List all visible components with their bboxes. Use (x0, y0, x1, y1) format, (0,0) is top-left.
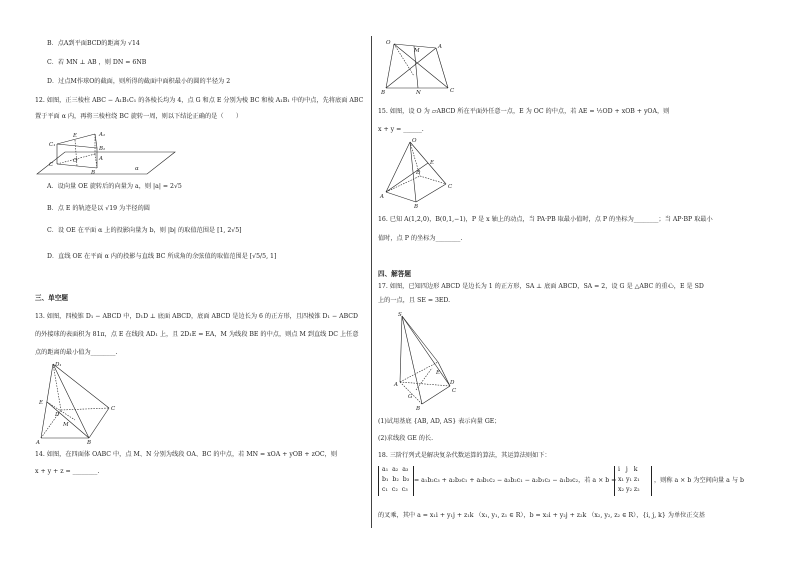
q18-line-last: 的叉乘，其中 a = x₁i + y₁j + z₁k （x₁, y₁, z₁ ∈ R），b = x₂i + y₂j + z₂k （x₂, y₂, z₂ ∈ R），{i, j, k} 为单位正交基 (378, 512, 705, 519)
label-D: D (450, 380, 455, 386)
label-M: M (414, 48, 420, 54)
label-A: A (99, 156, 103, 162)
label-M: M (63, 422, 69, 428)
q14-tetrahedron-figure (381, 38, 464, 96)
q13-stem-line3: 点的距离的最小值为________. (35, 349, 118, 356)
q18-determinant (378, 466, 414, 496)
label-D: D (416, 170, 421, 176)
q17-pyramid-figure (392, 310, 472, 410)
q11-option-b: B．点A到平面BCD的距离为 √14 (47, 40, 140, 47)
q12-stem-line2: 置于平面 α 内，再将三棱柱绕 BC 旋转一周，则以下结论正确的是（ ） (35, 113, 243, 120)
q16-stem-line1: 16. 已知 A(1,2,0)，B(0,1,−1)，P 是 x 轴上的动点，当 PA·PB 取最小值时，点 P 的坐标为________；当 AP·BP 取最小 (378, 216, 713, 223)
label-E: E (39, 400, 44, 406)
q18-expansion: = a₁b₂c₃ + a₂b₃c₁ + a₃b₁c₂ − a₃b₂c₁ − a₂b₁c₃ − a₁b₃c₂，若 a × b = (414, 477, 617, 484)
label-B: B (381, 90, 386, 96)
q17-stem-line2: 上的一点，且 SE = 3ED. (378, 297, 451, 304)
label-B: B (91, 170, 96, 176)
label-E: E (430, 160, 435, 166)
q14-stem-line2: x + y + z = ________. (35, 468, 100, 475)
label-B: B (414, 204, 419, 210)
q12-option-c: C．设 OE 在平面 α 上的投影向量为 b，则 |b| 的取值范围是 [1, 2√5] (47, 227, 242, 234)
label-E: E (73, 133, 78, 139)
q12-option-b: B．点 E 的轨迹是以 √19 为半径的圆 (47, 205, 150, 212)
label-O: O (412, 138, 417, 144)
cross-row-2: x₁ y₁ z₁ (618, 476, 640, 483)
q11-option-d: D．过点M作球O的截面，则所得的截面中面积最小的圆的半径为 2 (47, 78, 231, 85)
label-S: S (398, 312, 402, 318)
label-B1: B₁ (99, 146, 106, 152)
q12-option-a: A．设向量 OE 旋转后的向量为 a，则 |a| = 2√5 (47, 183, 182, 190)
section-three-heading: 三、单空题 (35, 294, 68, 302)
label-A1: A₁ (99, 132, 106, 138)
label-O: O (73, 158, 78, 164)
q17-part1: (1)试用基底 {AB, AD, AS} 表示向量 GE； (378, 418, 501, 425)
cross-row-3: x₂ y₂ z₂ (618, 486, 640, 493)
label-G: G (408, 394, 413, 400)
q14-stem-line1: 14. 如图，在四面体 OABC 中，点 M、N 分别为线段 OA、BC 的中点，若 MN = xOA + yOB + zOC，则 (35, 451, 338, 458)
label-A: A (438, 44, 442, 50)
label-B: B (416, 406, 421, 412)
q13-stem-line2: 的外接球的表面积为 81π，点 E 在线段 AD₁ 上，且 2D₁E = EA，M 为线段 BE 的中点，则点 M 到直线 DC 上任意 (35, 331, 359, 338)
q18-after-cross: ，则称 a × b 为空间向量 a 与 b (654, 477, 744, 484)
q18-stem-line1: 18. 三阶行列式是解决复杂代数运算的算法，其运算法则如下： (378, 452, 551, 459)
det-row-1: a₁ a₂ a₃ (382, 466, 409, 473)
plane-alpha (37, 152, 175, 174)
label-C: C (452, 388, 457, 394)
label-O: O (386, 40, 391, 46)
label-B: B (87, 440, 92, 446)
label-D1: D₁ (55, 362, 62, 368)
column-divider (371, 36, 372, 528)
label-A: A (380, 194, 384, 200)
cross-row-1: i j k (618, 466, 638, 473)
label-C: C (450, 88, 455, 94)
q17-stem-line1: 17. 如图，已知四边形 ABCD 是边长为 1 的正方形，SA ⊥ 底面 ABCD，SA = 2，设 G 是 △ABC 的重心，E 是 SD (378, 283, 704, 290)
q12-stem-line1: 12. 如图，正三棱柱 ABC − A₁B₁C₁ 的各棱长均为 4，点 G 和点 E 分别为棱 BC 和棱 A₁B₁ 中的中点，先将底面 ABC (35, 97, 364, 104)
q17-part2: (2)求线段 GE 的长. (378, 435, 434, 442)
det-row-2: b₁ b₂ b₃ (382, 476, 410, 483)
q18-cross-determinant (614, 466, 652, 496)
label-C1: C₁ (49, 142, 56, 148)
label-E: E (436, 370, 441, 376)
det-row-3: c₁ c₂ c₃ (382, 486, 408, 493)
label-C: C (111, 406, 116, 412)
q13-stem-line1: 13. 如图，四棱锥 D₁ − ABCD 中，D₁D ⊥ 底面 ABCD，底面 ABCD 是边长为 6 的正方形，且四棱锥 D₁ − ABCD (35, 313, 358, 320)
label-alpha: α (135, 166, 139, 172)
q15-stem-line2: x + y = ______. (378, 126, 424, 133)
q12-prism-figure (35, 124, 175, 178)
section-four-heading: 四、解答题 (378, 270, 411, 278)
q15-pyramid-figure (380, 136, 464, 210)
q13-pyramid-figure (35, 360, 125, 444)
label-C: C (448, 184, 453, 190)
q16-stem-line2: 值时，点 P 的坐标为________. (378, 235, 463, 242)
label-A: A (394, 382, 398, 388)
q12-option-d: D．直线 OE 在平面 α 内的投影与直线 BC 所成角的余弦值的取值范围是 [√5/5, 1] (47, 253, 277, 260)
label-C: C (49, 162, 54, 168)
label-D: D (55, 412, 60, 418)
label-N: N (416, 90, 421, 96)
q15-stem-line1: 15. 如图，设 O 为 ▱ABCD 所在平面外任意一点，E 为 OC 的中点，若 AE = ½OD + xOB + yOA，则 (378, 108, 670, 115)
q11-option-c: C．若 MN ⊥ AB ，则 DN = 6NB (47, 59, 147, 66)
label-A: A (36, 440, 40, 446)
